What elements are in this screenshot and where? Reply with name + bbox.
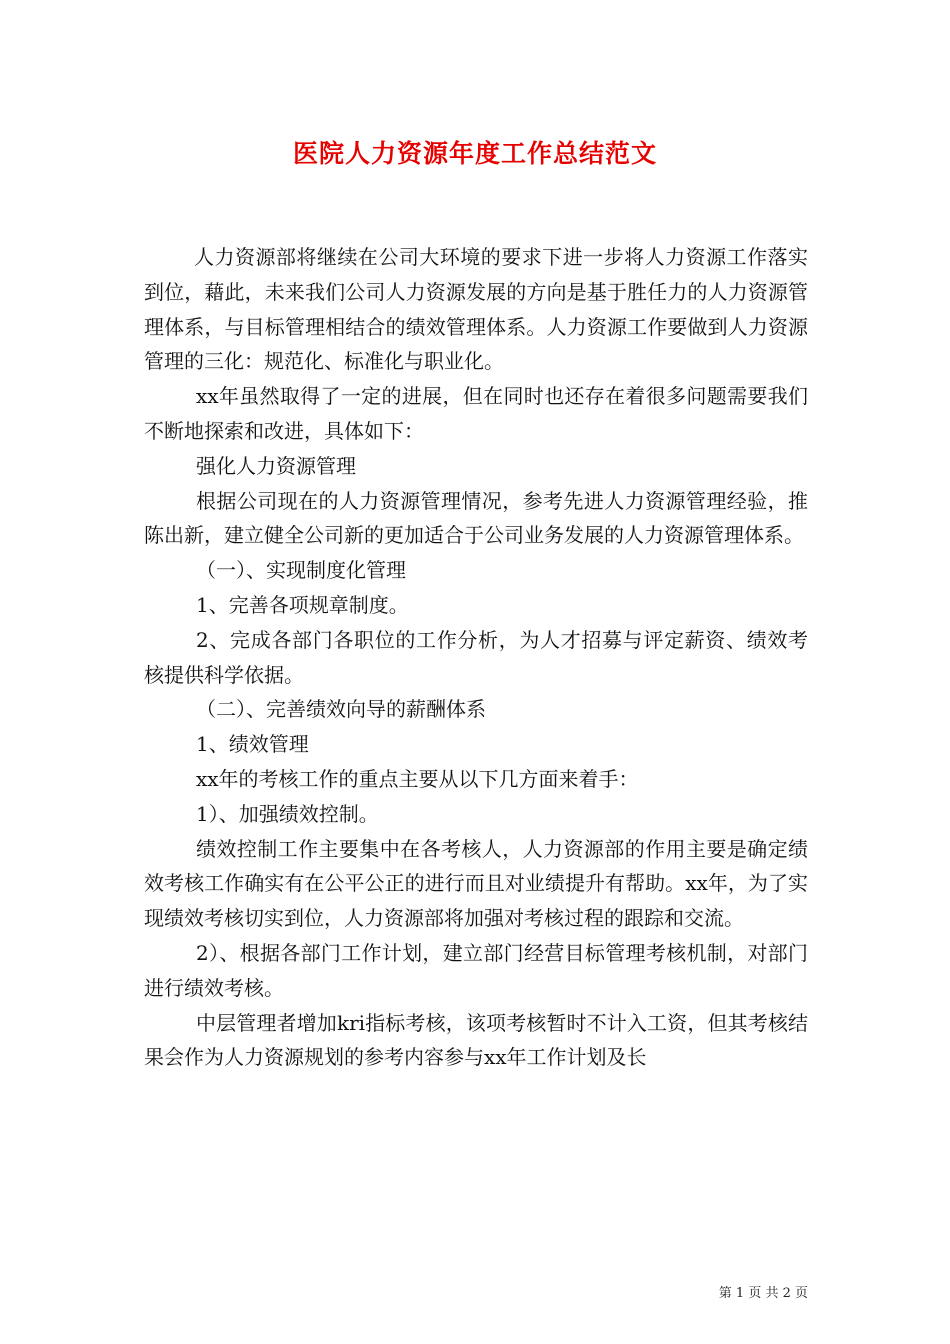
- paragraph: 中层管理者增加kri指标考核，该项考核暂时不计入工资，但其考核结果会作为人力资源规划的参考内容参与xx年工作计划及长: [144, 1010, 808, 1070]
- subsection-heading: （一）、实现制度化管理: [196, 558, 406, 583]
- subsection-heading: （二）、完善绩效向导的薪酬体系: [196, 697, 486, 722]
- list-item: 2）、根据各部门工作计划，建立部门经营目标管理考核机制，对部门进行绩效考核。: [144, 940, 808, 1000]
- page-number: 第 1 页 共 2 页: [718, 1286, 808, 1301]
- section-heading: 强化人力资源管理: [196, 453, 356, 478]
- list-item: 1）、加强绩效控制。: [196, 801, 379, 826]
- paragraph: 根据公司现在的人力资源管理情况，参考先进人力资源管理经验，推陈出新，建立健全公司新的更加适合于公司业务发展的人力资源管理体系。: [144, 488, 808, 548]
- list-item: 2、完成各部门各职位的工作分析，为人才招募与评定薪资、绩效考核提供科学依据。: [144, 627, 808, 687]
- paragraph: xx年虽然取得了一定的进展，但在同时也还存在着很多问题需要我们不断地探索和改进，具体如下：: [144, 384, 808, 443]
- paragraph: xx年的考核工作的重点主要从以下几方面来着手：: [196, 766, 639, 791]
- paragraph: 绩效控制工作主要集中在各考核人，人力资源部的作用主要是确定绩效考核工作确实有在公平公正的进行而且对业绩提升有帮助。xx年，为了实现绩效考核切实到位，人力资源部将加强对考核过程的跟踪和交流。: [144, 836, 808, 931]
- list-item: 1、绩效管理: [196, 732, 309, 757]
- document-title: 医院人力资源年度工作总结范文: [292, 139, 657, 168]
- list-item: 1、完善各项规章制度。: [196, 592, 409, 617]
- paragraph: 人力资源部将继续在公司大环境的要求下进一步将人力资源工作落实到位，藉此，未来我们公司人力资源发展的方向是基于胜任力的人力资源管理体系，与目标管理相结合的绩效管理体系。人力资源工作要做到人力资源管理的三化：规范化、标准化与职业化。: [144, 245, 808, 374]
- document-body: [144, 240, 808, 1075]
